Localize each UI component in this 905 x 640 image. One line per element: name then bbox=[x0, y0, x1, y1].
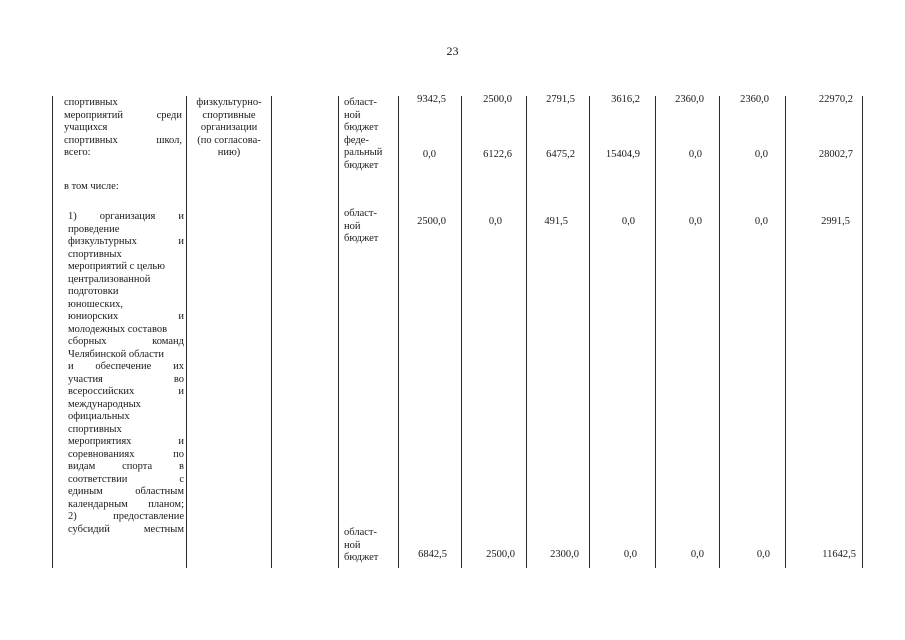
activity-text: 1) организация и проведение физкультурных и спортивных мероприятий с целью централизованной подготовки юношеских, юниорских и молодежных составов сборных команд Челябинской области и обеспечение их участия во всероссийских и международных официальных спортивных мероприятиях и соревнованиях по видам спорта в соответствии с единым областным календарным планом; 2) предоставление субсидий местным bbox=[68, 211, 184, 535]
table-cell: 2360,0 bbox=[740, 94, 769, 105]
table-border-line bbox=[655, 96, 656, 568]
table-cell: 6475,2 bbox=[546, 149, 575, 160]
table-cell: 0,0 bbox=[754, 149, 768, 160]
funding-source: област- ной бюджет феде- ральный бюджет bbox=[344, 97, 383, 171]
table-cell: 28002,7 bbox=[818, 149, 853, 160]
funding-source: област- ной бюджет bbox=[344, 208, 379, 244]
table-border-line bbox=[785, 96, 786, 568]
table-cell: 2360,0 bbox=[675, 94, 704, 105]
table-border-line bbox=[526, 96, 527, 568]
table-border-line bbox=[589, 96, 590, 568]
table-cell: 2500,0 bbox=[483, 94, 512, 105]
table-cell: 11642,5 bbox=[822, 549, 856, 560]
table-border-line bbox=[398, 96, 399, 568]
table-cell: 0,0 bbox=[688, 216, 702, 227]
table-border-line bbox=[52, 96, 53, 568]
table-cell: 15404,9 bbox=[605, 149, 640, 160]
table-cell: 9342,5 bbox=[417, 94, 446, 105]
table-cell: 2791,5 bbox=[546, 94, 575, 105]
table-cell: 0,0 bbox=[756, 549, 770, 560]
table-border-line bbox=[271, 96, 272, 568]
table-border-line bbox=[461, 96, 462, 568]
executor-text: физкультурно- спортивные организации (по согласова- нию) bbox=[196, 97, 262, 158]
table-border-line bbox=[719, 96, 720, 568]
subtotal-label: в том числе: bbox=[64, 181, 119, 192]
table-cell: 2500,0 bbox=[486, 549, 515, 560]
table-cell: 6122,6 bbox=[483, 149, 512, 160]
funding-source: област- ной бюджет bbox=[344, 527, 379, 563]
table-cell: 0,0 bbox=[422, 149, 436, 160]
table-border-line bbox=[338, 96, 339, 568]
table-cell: 6842,5 bbox=[418, 549, 447, 560]
table-cell: 0,0 bbox=[623, 549, 637, 560]
table-cell: 0,0 bbox=[690, 549, 704, 560]
activity-text: спортивных мероприятий среди учащихся спортивных школ, всего: bbox=[64, 97, 182, 158]
table-cell: 22970,2 bbox=[818, 94, 853, 105]
table-cell: 0,0 bbox=[754, 216, 768, 227]
page-number: 23 bbox=[446, 44, 459, 58]
table-cell: 2991,5 bbox=[821, 216, 850, 227]
table-cell: 491,5 bbox=[544, 216, 568, 227]
table-cell: 0,0 bbox=[621, 216, 635, 227]
table-border-line bbox=[186, 96, 187, 568]
table-cell: 0,0 bbox=[688, 149, 702, 160]
table-cell: 0,0 bbox=[488, 216, 502, 227]
table-cell: 3616,2 bbox=[611, 94, 640, 105]
table-cell: 2500,0 bbox=[417, 216, 446, 227]
table-border-line bbox=[862, 96, 863, 568]
table-cell: 2300,0 bbox=[550, 549, 579, 560]
